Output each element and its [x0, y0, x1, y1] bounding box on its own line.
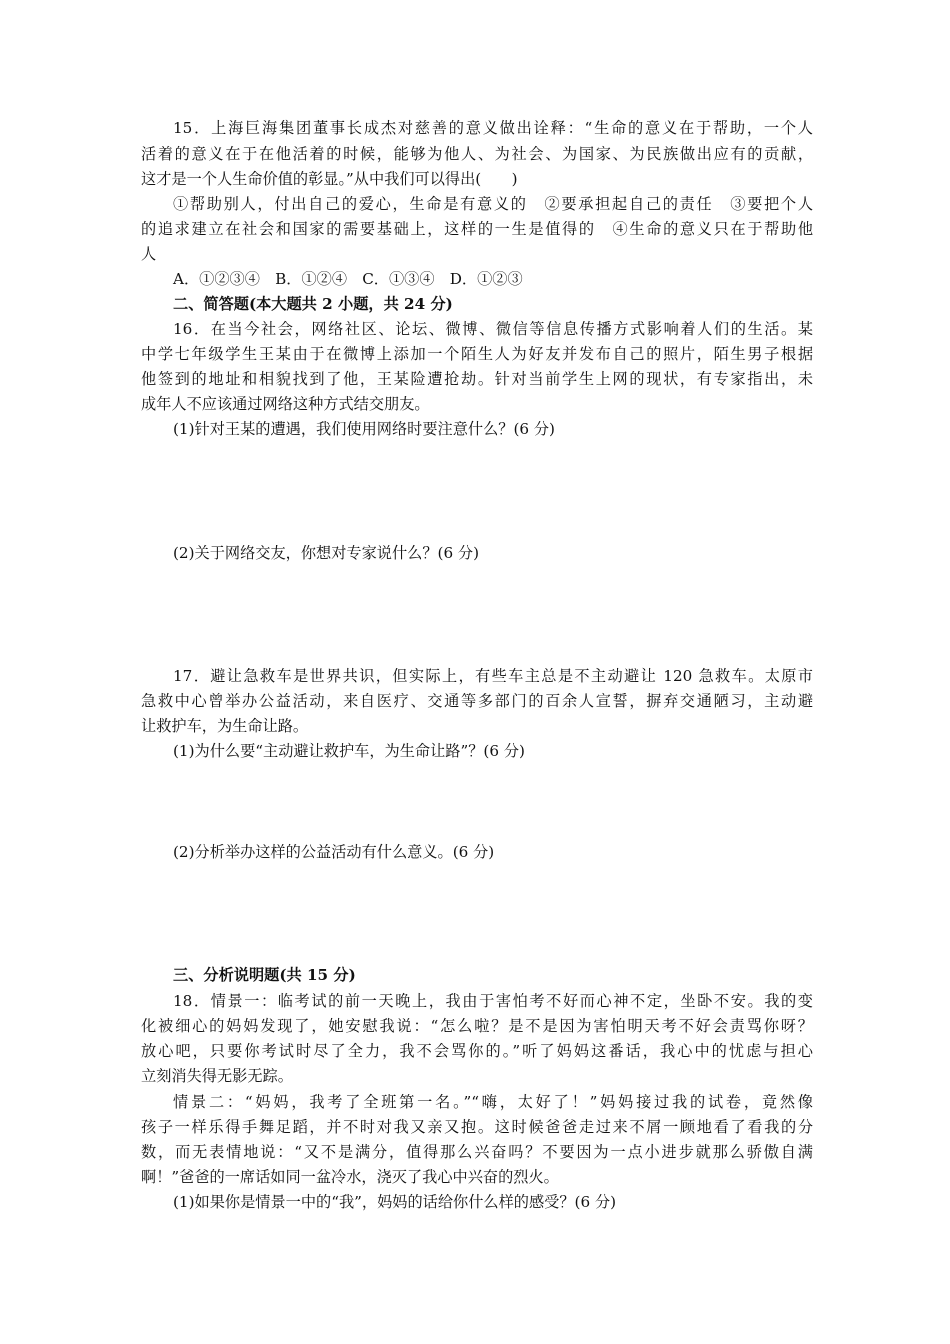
section-2-title: 二、简答题(本大题共 2 小题，共 24 分) [173, 295, 453, 313]
q18-scene2-line-1: 情景二：“妈妈，我考了全班第一名。”“嗨，太好了！”妈妈接过我的试卷，竟然像 [173, 1093, 813, 1111]
q16-stem-line-3: 他签到的地址和相貌找到了他，王某险遭抢劫。针对当前学生上网的现状，有专家指出，未 [141, 370, 813, 388]
q18-scene2-line-3: 数，而无表情地说：“又不是满分，值得那么兴奋吗？不要因为一点小进步就那么骄傲自满 [141, 1143, 813, 1161]
q15-options-line-1: ①帮助别人，付出自己的爱心，生命是有意义的 ②要承担起自己的责任 ③要把个人 [173, 195, 813, 213]
q17-subquestion-2: (2)分析举办这样的公益活动有什么意义。(6 分) [173, 843, 495, 861]
q18-scene2-line-2: 孩子一样乐得手舞足蹈，并不时对我又亲又抱。这时候爸爸走过来不屑一顾地看了看我的分 [141, 1118, 813, 1136]
q18-scene1-line-4: 立刻消失得无影无踪。 [141, 1067, 293, 1085]
q15-choices: A．①②③④ B．①②④ C．①③④ D．①②③ [173, 270, 523, 288]
q18-scene1-line-3: 放心吧，只要你考试时尽了全力，我不会骂你的。”听了妈妈这番话，我心中的忧虑与担心 [141, 1042, 813, 1060]
q18-subquestion-1: (1)如果你是情景一中的“我”，妈妈的话给你什么样的感受？(6 分) [173, 1193, 617, 1211]
q17-stem-line-1: 17．避让急救车是世界共识，但实际上，有些车主总是不主动避让 120 急救车。太原市 [173, 667, 813, 685]
q15-stem-line-3: 这才是一个人生命价值的彰显。”从中我们可以得出( ) [141, 170, 518, 188]
q17-subquestion-1: (1)为什么要“主动避让救护车，为生命让路”？(6 分) [173, 742, 525, 760]
q17-stem-line-2: 急救中心曾举办公益活动，来自医疗、交通等多部门的百余人宣誓，摒弃交通陋习，主动避 [141, 692, 813, 710]
q15-options-line-2: 的追求建立在社会和国家的需要基础上，这样的一生是值得的 ④生命的意义只在于帮助他 [141, 220, 813, 238]
q18-scene1-line-1: 18．情景一：临考试的前一天晚上，我由于害怕考不好而心神不定，坐卧不安。我的变 [173, 992, 813, 1010]
q16-stem-line-2: 中学七年级学生王某由于在微博上添加一个陌生人为好友并发布自己的照片，陌生男子根据 [141, 345, 813, 363]
section-3-title: 三、分析说明题(共 15 分) [173, 966, 356, 984]
q18-scene2-line-4: 啊！”爸爸的一席话如同一盆冷水，浇灭了我心中兴奋的烈火。 [141, 1168, 559, 1186]
q15-stem-line-2: 活着的意义在于在他活着的时候，能够为他人、为社会、为国家、为民族做出应有的贡献， [141, 145, 813, 163]
q16-stem-line-4: 成年人不应该通过网络这种方式结交朋友。 [141, 395, 430, 413]
q17-stem-line-3: 让救护车，为生命让路。 [141, 717, 309, 735]
q15-stem-line-1: 15．上海巨海集团董事长成杰对慈善的意义做出诠释：“生命的意义在于帮助，一个人 [173, 119, 813, 137]
q16-subquestion-2: (2)关于网络交友，你想对专家说什么？(6 分) [173, 544, 480, 562]
q15-options-line-3: 人 [141, 245, 157, 263]
q18-scene1-line-2: 化被细心的妈妈发现了，她安慰我说：“怎么啦？是不是因为害怕明天考不好会责骂你呀？ [141, 1017, 813, 1035]
q16-subquestion-1: (1)针对王某的遭遇，我们使用网络时要注意什么？(6 分) [173, 420, 555, 438]
q16-stem-line-1: 16．在当今社会，网络社区、论坛、微博、微信等信息传播方式影响着人们的生活。某 [173, 320, 813, 338]
